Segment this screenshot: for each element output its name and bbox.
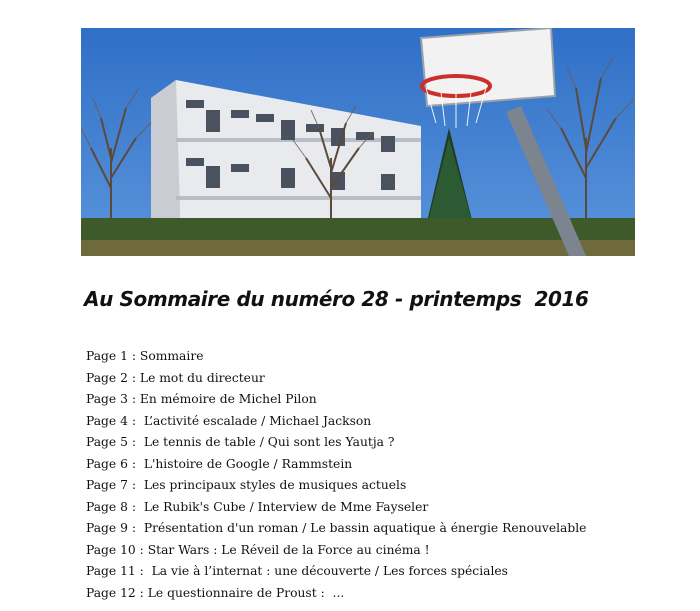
page-number: Page 9 : bbox=[86, 521, 144, 535]
page-number: Page 5 : bbox=[86, 435, 144, 449]
page-number: Page 10 : bbox=[86, 542, 148, 557]
article-title: Le questionnaire de Proust : ... bbox=[147, 585, 345, 600]
header-photo bbox=[81, 28, 635, 256]
list-item bbox=[86, 389, 586, 411]
table-of-contents bbox=[86, 346, 586, 604]
page-number: Page 4 : bbox=[86, 413, 144, 428]
page-number: Page 7 : bbox=[86, 478, 144, 492]
page-number: Page 8 : bbox=[86, 499, 144, 514]
list-item bbox=[86, 561, 586, 583]
page-number: Page 6 : bbox=[86, 456, 144, 471]
article-title: Le tennis de table / Qui sont les Yautja ? bbox=[143, 435, 395, 449]
list-item bbox=[86, 411, 586, 433]
list-item bbox=[86, 583, 586, 605]
list-item bbox=[86, 432, 586, 454]
article-title: Le mot du directeur bbox=[139, 370, 265, 385]
list-item bbox=[86, 540, 586, 562]
list-item bbox=[86, 368, 586, 390]
article-title: Présentation d'un roman / Le bassin aquatique à énergie Renouvelable bbox=[143, 521, 587, 535]
page-number: Page 11 : bbox=[86, 564, 152, 578]
page-title: Au Sommaire du numéro 28 - printemps 2016 bbox=[84, 287, 589, 311]
list-item bbox=[86, 454, 586, 476]
article-title: Sommaire bbox=[139, 349, 204, 363]
list-item bbox=[86, 497, 586, 519]
article-title: Les principaux styles de musiques actuels bbox=[143, 478, 407, 492]
article-title: Le Rubik's Cube / Interview de Mme Fayseler bbox=[143, 499, 429, 514]
article-title: L'histoire de Google / Rammstein bbox=[143, 456, 353, 471]
article-title: L’activité escalade / Michael Jackson bbox=[143, 413, 372, 428]
article-title: La vie à l’internat : une découverte / Les forces spéciales bbox=[151, 564, 508, 578]
article-title: Star Wars : Le Réveil de la Force au cinéma ! bbox=[147, 542, 430, 557]
page-number: Page 12 : bbox=[86, 585, 148, 600]
page-number: Page 1 : bbox=[86, 349, 140, 363]
page-number: Page 2 : bbox=[86, 370, 140, 385]
list-item bbox=[86, 518, 586, 540]
list-item bbox=[86, 346, 586, 368]
page-number: Page 3 : bbox=[86, 392, 140, 406]
school-building-illustration bbox=[81, 28, 635, 256]
list-item bbox=[86, 475, 586, 497]
article-title: En mémoire de Michel Pilon bbox=[139, 392, 317, 406]
